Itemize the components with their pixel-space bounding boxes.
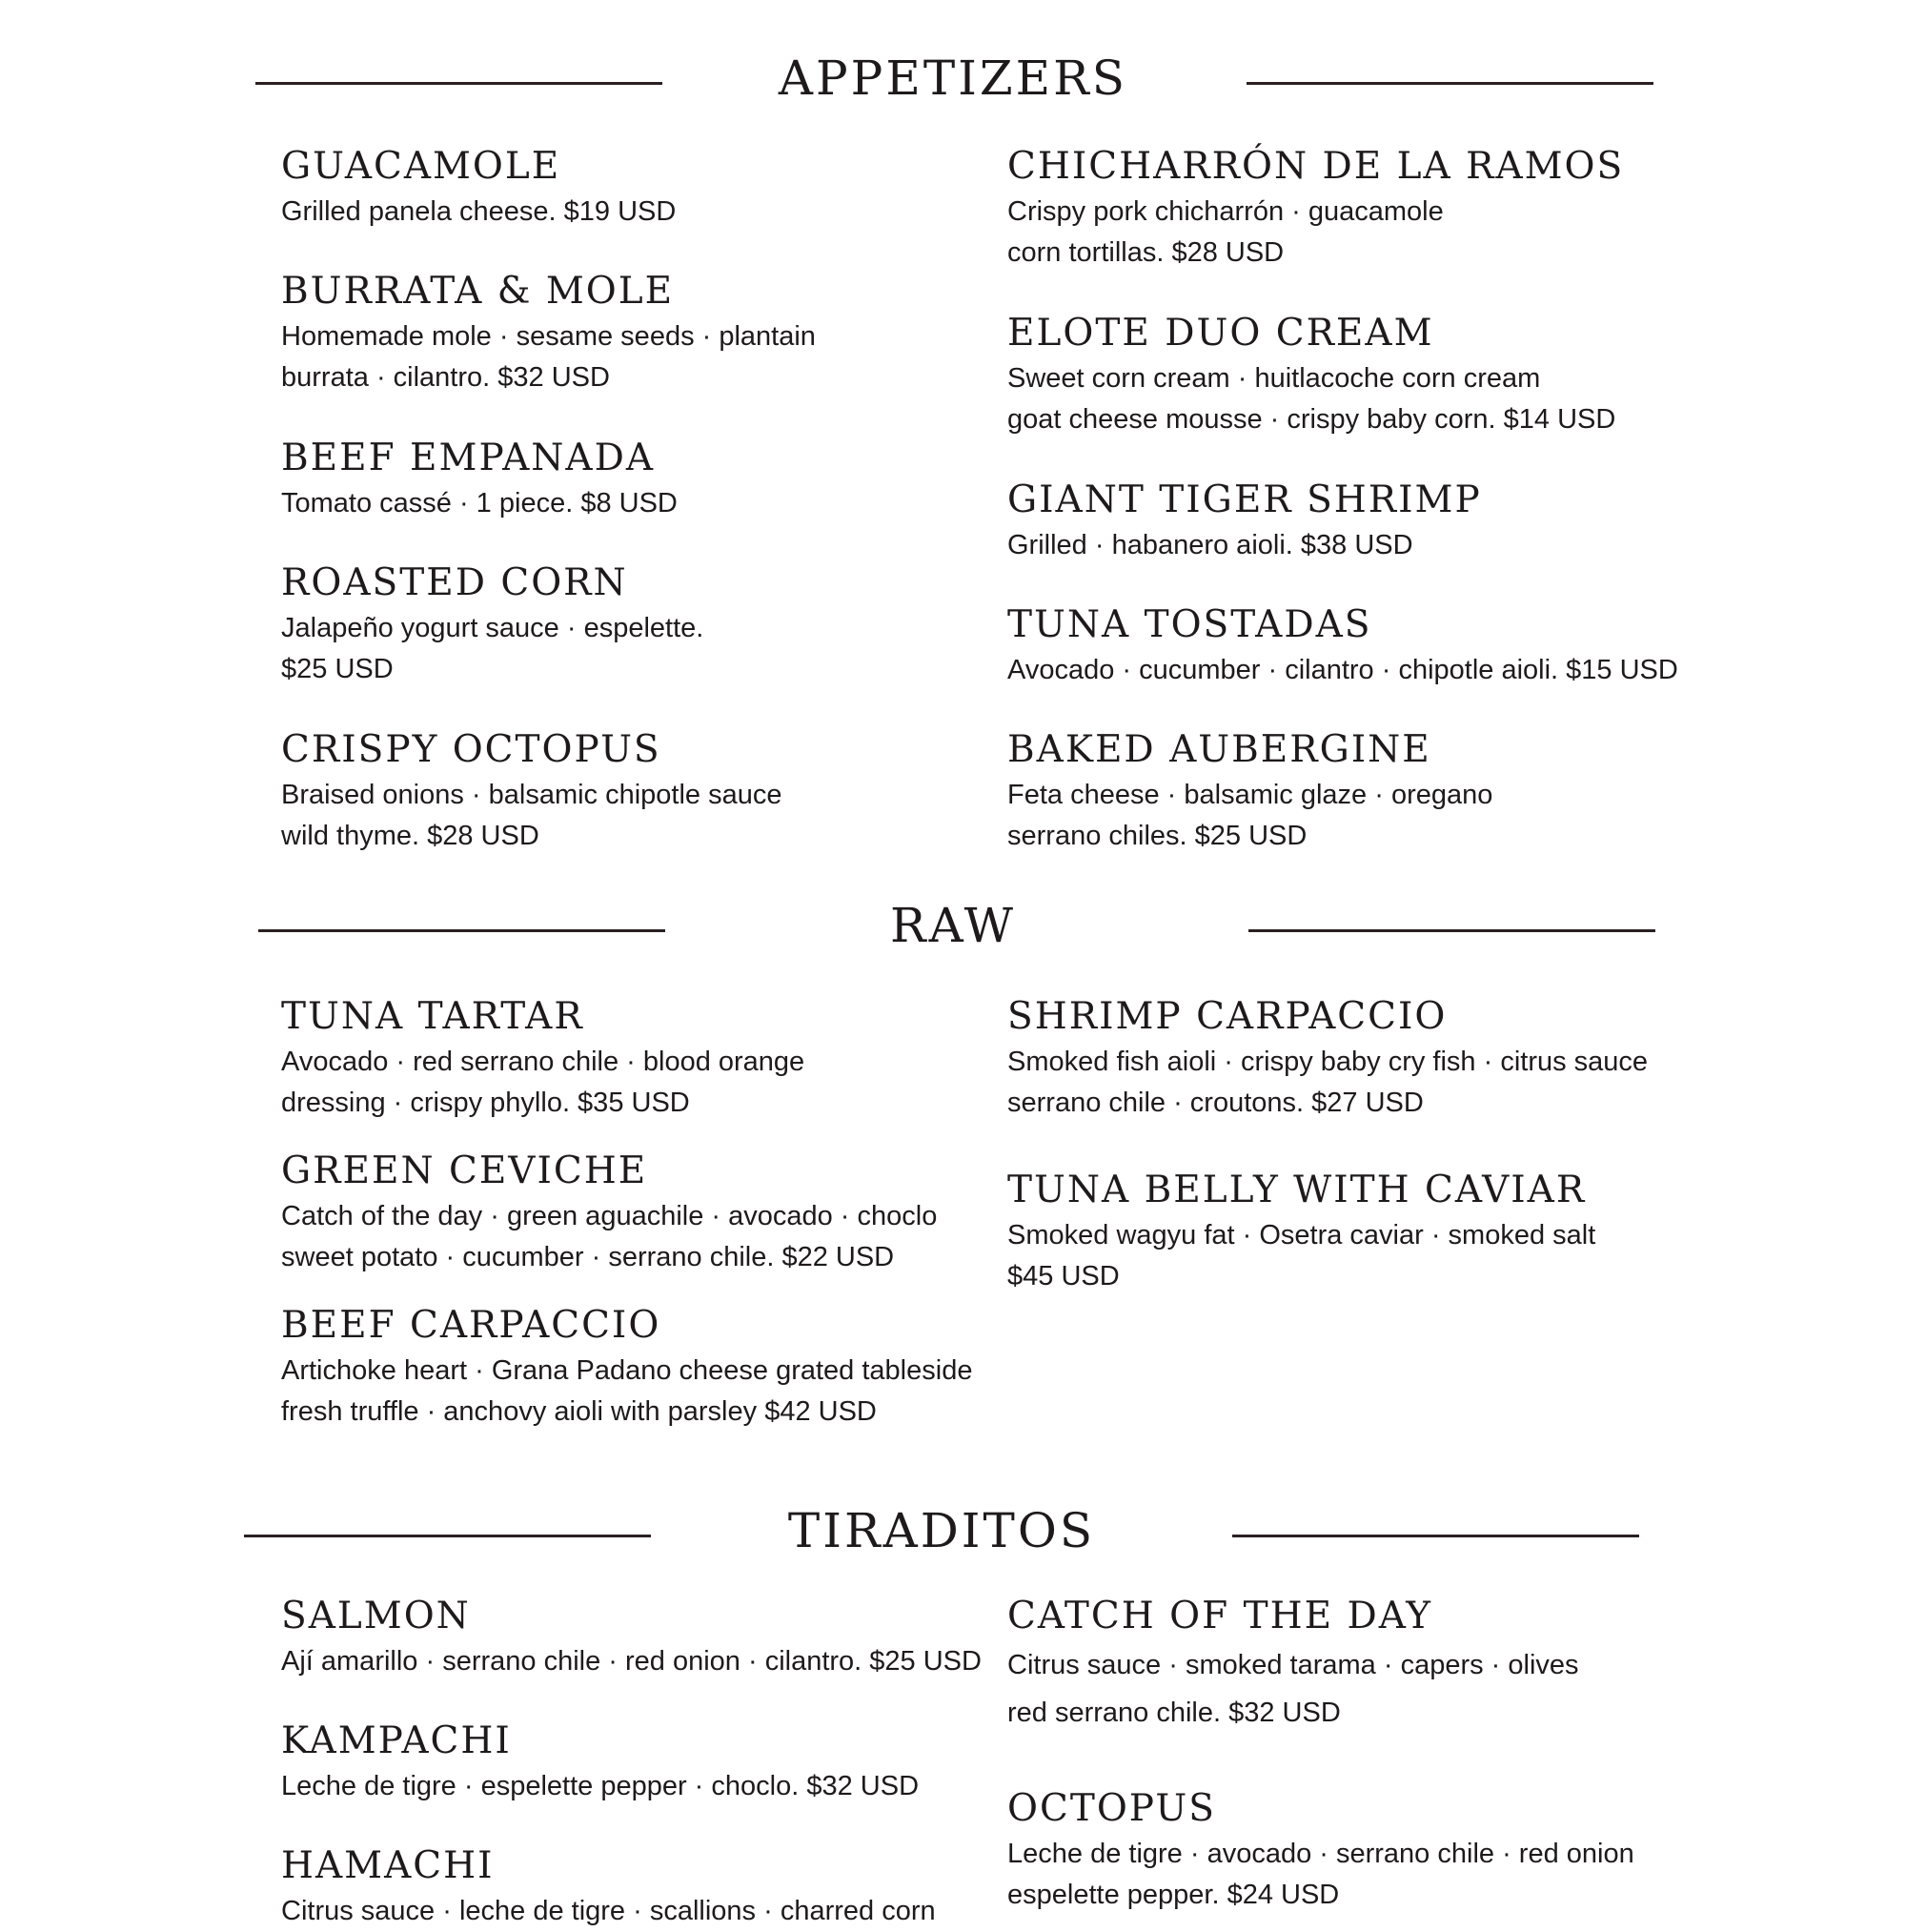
desc-line: burrata · cilantro. $32 USD	[281, 362, 610, 393]
desc-line: Leche de tigre · espelette pepper · choclo. $32 USD	[281, 1771, 920, 1801]
menu-item	[1007, 996, 1693, 1124]
desc-line: Braised onions · balsamic chipotle sauce	[281, 780, 782, 810]
menu-item	[281, 1304, 973, 1433]
item-description	[281, 608, 967, 690]
menu-item	[1007, 604, 1693, 691]
menu-item	[281, 1595, 982, 1682]
desc-line: serrano chile · croutons. $27 USD	[1007, 1088, 1424, 1118]
item-description	[281, 316, 967, 398]
desc-line: sweet potato · cucumber · serrano chile. $22 USD	[281, 1242, 895, 1272]
desc-line: Citrus sauce · leche de tigre · scallions · charred corn	[281, 1896, 936, 1926]
menu-item	[1007, 729, 1693, 857]
section-title-appetizers: APPETIZERS	[778, 51, 1128, 106]
item-name: ELOTE DUO CREAM	[1007, 312, 1434, 355]
item-name: HAMACHI	[281, 1844, 495, 1887]
desc-line: Homemade mole · sesame seeds · plantain	[281, 321, 816, 352]
item-description	[281, 775, 967, 857]
item-name: KAMPACHI	[281, 1719, 512, 1762]
menu-item	[1007, 479, 1693, 566]
menu-item	[281, 729, 967, 857]
item-description	[281, 1641, 982, 1682]
item-description	[1007, 650, 1693, 691]
menu-item	[1007, 1169, 1693, 1297]
desc-line: Avocado · red serrano chile · blood orange	[281, 1047, 805, 1077]
desc-line: Artichoke heart · Grana Padano cheese grated tableside	[281, 1355, 973, 1386]
item-name: BAKED AUBERGINE	[1007, 728, 1431, 771]
menu-item	[281, 1845, 967, 1932]
menu-item	[281, 271, 967, 398]
desc-line: Smoked wagyu fat · Osetra caviar · smoked salt	[1007, 1220, 1596, 1251]
desc-line: Leche de tigre · avocado · serrano chile · red onion	[1007, 1839, 1634, 1869]
item-name: BEEF CARPACCIO	[281, 1304, 661, 1347]
item-name: GREEN CEVICHE	[281, 1149, 648, 1192]
item-description	[281, 1351, 973, 1433]
desc-line: Ají amarillo · serrano chile · red onion · cilantro. $25 USD	[281, 1646, 982, 1677]
desc-line: $25 USD	[281, 654, 394, 684]
menu-item	[281, 1720, 967, 1807]
desc-line: $45 USD	[1007, 1261, 1120, 1291]
menu-item	[1007, 146, 1693, 274]
desc-line: corn tortillas. $28 USD	[1007, 237, 1285, 268]
item-name: SALMON	[281, 1595, 471, 1637]
item-description	[281, 1196, 967, 1278]
item-description	[1007, 525, 1693, 566]
item-description	[1007, 358, 1693, 440]
item-name: CRISPY OCTOPUS	[281, 728, 661, 771]
desc-line: Grilled panela cheese. $19 USD	[281, 196, 677, 227]
item-description	[1007, 775, 1693, 857]
item-description	[281, 1891, 967, 1932]
desc-line: dressing · crispy phyllo. $35 USD	[281, 1088, 690, 1118]
item-description	[1007, 1042, 1693, 1124]
desc-line: serrano chiles. $25 USD	[1007, 821, 1308, 851]
item-name: TUNA TOSTADAS	[1007, 603, 1372, 646]
item-description	[281, 192, 967, 233]
section-title-raw: RAW	[889, 898, 1017, 953]
item-name: GUACAMOLE	[281, 145, 561, 188]
item-name: TUNA TARTAR	[281, 995, 584, 1038]
desc-line: Citrus sauce · smoked tarama · capers · olives	[1007, 1650, 1579, 1680]
item-name: ROASTED CORN	[281, 561, 628, 604]
item-description	[1007, 1834, 1693, 1916]
item-name: TUNA BELLY WITH CAVIAR	[1007, 1169, 1587, 1211]
item-name: CATCH OF THE DAY	[1007, 1595, 1433, 1637]
desc-line: Smoked fish aioli · crispy baby cry fish · citrus sauce	[1007, 1047, 1649, 1077]
desc-line: Jalapeño yogurt sauce · espelette.	[281, 613, 704, 643]
item-name: OCTOPUS	[1007, 1787, 1216, 1830]
desc-line: Sweet corn cream · huitlacoche corn cream	[1007, 363, 1541, 394]
menu-item	[281, 1150, 967, 1278]
item-name: BEEF EMPANADA	[281, 437, 656, 479]
desc-line: wild thyme. $28 USD	[281, 821, 539, 851]
section-title-tiraditos: TIRADITOS	[787, 1503, 1096, 1558]
desc-line: goat cheese mousse · crispy baby corn. $14 USD	[1007, 404, 1616, 435]
desc-line: Crispy pork chicharrón · guacamole	[1007, 196, 1444, 227]
menu-item	[281, 562, 967, 690]
menu-item	[281, 146, 967, 233]
desc-line: espelette pepper. $24 USD	[1007, 1880, 1340, 1910]
item-name: GIANT TIGER SHRIMP	[1007, 478, 1482, 521]
desc-line: red serrano chile. $32 USD	[1007, 1698, 1341, 1728]
desc-line: Feta cheese · balsamic glaze · oregano	[1007, 780, 1493, 810]
item-name: CHICHARRÓN DE LA RAMOS	[1007, 145, 1625, 188]
desc-line: Tomato cassé · 1 piece. $8 USD	[281, 488, 678, 519]
item-name: BURRATA & MOLE	[281, 270, 675, 313]
item-description	[1007, 1641, 1693, 1737]
item-description	[1007, 192, 1693, 274]
menu-item	[281, 437, 967, 524]
menu-item	[1007, 313, 1693, 440]
desc-line: Avocado · cucumber · cilantro · chipotle aioli. $15 USD	[1007, 655, 1678, 685]
desc-line: Grilled · habanero aioli. $38 USD	[1007, 530, 1413, 560]
desc-line: Catch of the day · green aguachile · avocado · choclo	[281, 1201, 938, 1231]
item-description	[281, 1766, 967, 1807]
menu-item	[1007, 1788, 1693, 1916]
menu-item	[281, 996, 967, 1124]
item-name: SHRIMP CARPACCIO	[1007, 995, 1448, 1038]
menu-item	[1007, 1596, 1693, 1737]
item-description	[281, 1042, 967, 1124]
desc-line: fresh truffle · anchovy aioli with parsley $42 USD	[281, 1396, 877, 1427]
item-description	[281, 483, 967, 524]
item-description	[1007, 1215, 1693, 1297]
